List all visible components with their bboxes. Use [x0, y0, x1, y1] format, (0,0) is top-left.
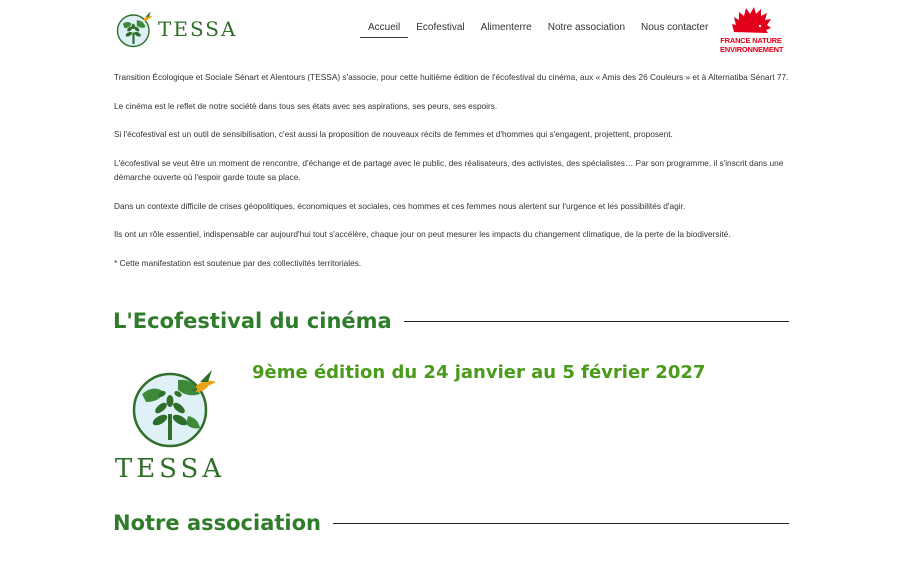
partner-name-line2: ENVIRONNEMENT: [720, 45, 784, 54]
heading-divider: [333, 523, 789, 524]
nav-item-ecofestival[interactable]: Ecofestival: [416, 22, 465, 33]
edition-dates: 9ème édition du 24 janvier au 5 février 2027: [252, 362, 706, 383]
nav-item-notre-association[interactable]: Notre association: [547, 22, 626, 33]
hedgehog-icon: [730, 4, 772, 34]
association-heading: [113, 511, 789, 535]
intro-paragraph: L'écofestival se veut être un moment de rencontre, d'échange et de partage avec le public, des réalisateurs, des activistes, des spécialistes… Par son programme, il s'inscrit dans une démarche ouverte où l'espoir garde toute sa place.: [114, 157, 784, 182]
intro-paragraph: Dans un contexte difficile de crises géopolitiques, économiques et sociales, ces hommes et ces femmes nous alertent sur l'urgence et les possibilités d'agir.: [114, 200, 686, 211]
globe-tree-bird-icon: [126, 364, 222, 452]
heading-divider: [404, 321, 789, 322]
intro-paragraph: Transition Écologique et Sociale Sénart et Alentours (TESSA) s'associe, pour cette huitième édition de l'écofestival du cinéma, aux « Amis des 26 Couleurs » et à Alternatiba Sénart 77.: [114, 72, 789, 82]
intro-paragraph: Le cinéma est le reflet de notre société dans tous ses états avec ses aspirations, ses peurs, ses espoirs.: [114, 100, 498, 111]
globe-tree-bird-icon: [114, 8, 156, 50]
france-nature-environnement-logo[interactable]: [720, 4, 782, 56]
nav-item-alimenterre[interactable]: Alimenterre: [480, 22, 532, 33]
main-nav: [360, 20, 716, 38]
ecofestival-title: L'Ecofestival du cinéma: [113, 309, 392, 333]
logo-wordmark: TESSA: [158, 17, 238, 41]
association-title: Notre association: [113, 511, 321, 535]
nav-item-nous-contacter[interactable]: Nous contacter: [641, 22, 709, 33]
site-header: [0, 0, 900, 60]
intro-text: [114, 70, 794, 284]
logo-wordmark-large: TESSA: [114, 454, 226, 484]
intro-paragraph: Ils ont un rôle essentiel, indispensable car aujourd'hui tout s'accélère, chaque jour on peut mesurer les impacts du changement climatique, de la perte de la biodiversité.: [114, 229, 731, 239]
tessa-logo-large: [114, 362, 226, 488]
ecofestival-heading: [113, 309, 789, 333]
site-logo-link[interactable]: [114, 8, 238, 50]
intro-paragraph: Si l'écofestival est un outil de sensibilisation, c'est aussi la proposition de nouveaux récits de femmes et d'hommes qui s'engagent, projettent, proposent.: [114, 129, 673, 139]
nav-item-accueil[interactable]: Accueil: [360, 20, 408, 38]
partner-name-line1: FRANCE NATURE: [720, 36, 782, 45]
intro-paragraph: * Cette manifestation est soutenue par des collectivités territoriales.: [114, 257, 362, 268]
